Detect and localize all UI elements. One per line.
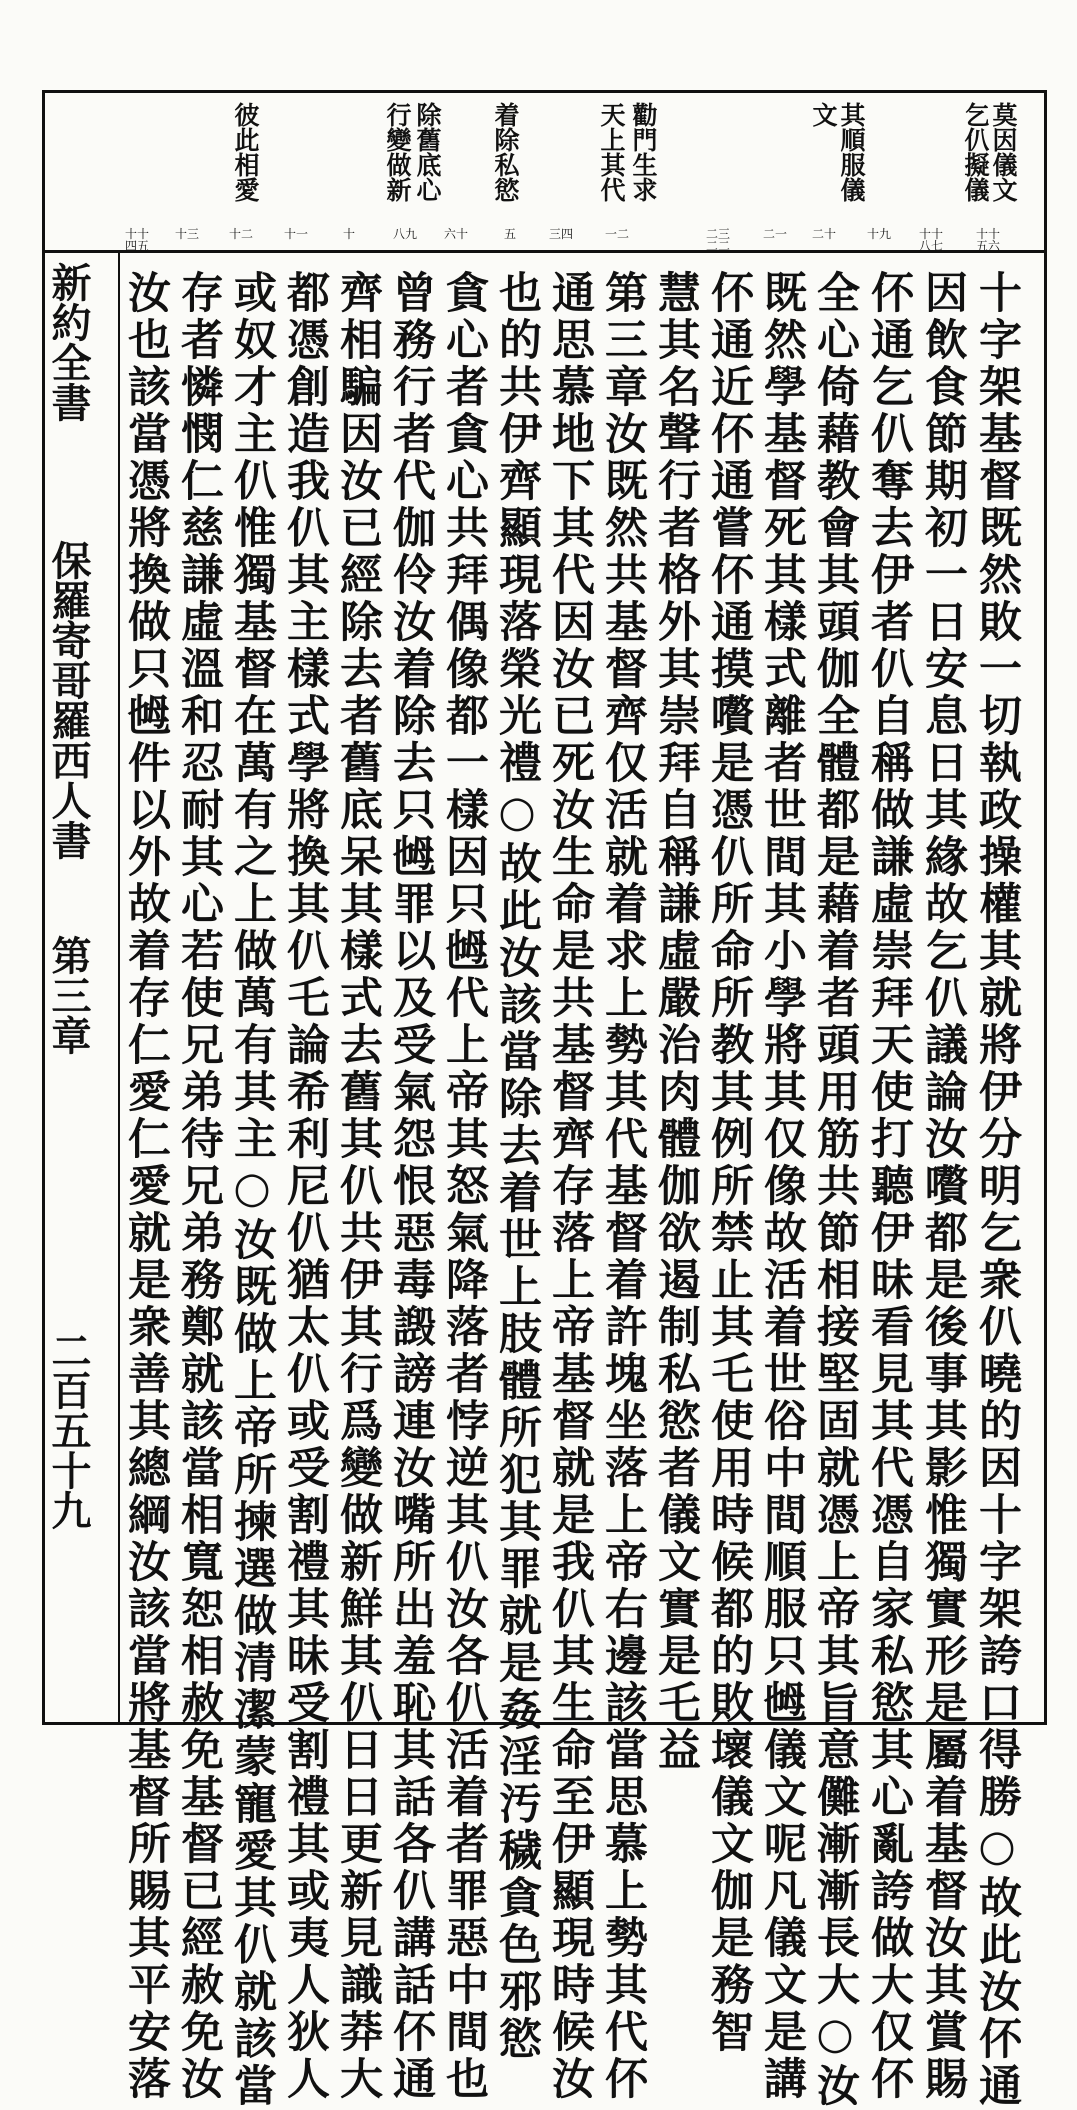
header-rule — [42, 250, 1047, 253]
verse-number: 一二 — [604, 227, 629, 241]
body-line: 汝也該當憑將換做只乸件以外故着存仁愛仁愛就是衆善其總綱汝該當將基督所賜其平安落 — [121, 270, 171, 2103]
gloss-5: 勸門生求 — [629, 102, 658, 202]
verse-number: 十十八七 — [918, 227, 943, 253]
body-line: 貪心者貪心共拜偶像都一樣因只乸代上帝其怒氣降落者悖逆其仈汝各仈活着者罪惡中間也 — [439, 270, 489, 2103]
gloss-6: 天上其代 — [597, 102, 626, 202]
gloss-7: 着除私慾 — [491, 102, 520, 202]
verse-number: 三四 — [548, 227, 573, 241]
body-line: 也的共伊齊顯現落榮光禮○故此汝該當除去着世上肢體所犯其罪就是姦淫汚穢貪色邪慾 — [492, 270, 542, 2063]
verse-number: 十十四五 — [124, 227, 149, 253]
gloss-3: 其順服儀 — [837, 102, 866, 202]
gloss-4: 文 — [809, 102, 838, 127]
verse-number: 十 — [342, 227, 355, 241]
title-column-rule — [118, 250, 120, 1725]
body-line: 全心倚藉教會其頭伽全體都是藉着者頭用筋共節相接堅固就憑上帝其旨意儺漸漸長大○汝 — [810, 270, 860, 2110]
book-title: 新約全書 — [45, 262, 92, 422]
body-line: 齊相騙因汝已經除去者舊底呆其樣式去舊其仈共伊其行爲變做新鮮其仈日日更新見識莽大 — [333, 270, 383, 2103]
gloss-1: 莫因儀文 — [989, 102, 1018, 202]
body-line: 十字架基督既然敗一切執政操權其就將伊分明乞衆仈曉的因十字架誇口得勝○故此汝伓通 — [972, 270, 1022, 2110]
gloss-10: 彼此相愛 — [231, 102, 260, 202]
verse-number: 二三二二 — [705, 227, 730, 253]
gloss-9: 行變做新 — [383, 102, 412, 202]
body-line: 曾務行者代伽伶汝着除去只乸罪以及受氣怨恨惡毒譭謗連汝嘴所出羞恥其話各仈講話伓通 — [386, 270, 436, 2103]
body-line: 既然學基督死其樣式離者世間其小學將其仅像故活着世俗中間順服只乸儀文呢凡儀文是講 — [757, 270, 807, 2103]
epistle-title: 保羅寄哥羅西人書 — [45, 540, 92, 860]
body-line: 慧其名聲行者格外其崇拜自稱謙虛嚴治肉體伽欲遏制私慾者儀文實是乇益 — [651, 270, 701, 1774]
verse-number: 二十 — [811, 227, 836, 241]
verse-number: 十三 — [174, 227, 199, 241]
verse-number: 十二 — [228, 227, 253, 241]
page-number: 二百五十九 — [45, 1330, 92, 1530]
verse-number: 五 — [503, 227, 516, 241]
verse-number: 十九 — [866, 227, 891, 241]
verse-number: 六十 — [443, 227, 468, 241]
verse-number: 十十五六 — [975, 227, 1000, 253]
body-line: 伓通近伓通嘗伓通摸嚽是憑仈所命所教其例所禁止其乇使用時候都的敗壞儀文伽是務智 — [704, 270, 754, 2056]
body-line: 因飲食節期初一日安息日其緣故乞仈議論汝嚽都是後事其影惟獨實形是屬着基督汝其賞賜 — [918, 270, 968, 2103]
verse-number: 十一 — [283, 227, 308, 241]
body-line: 或奴才主仈惟獨基督在萬有之上做萬有其主○汝既做上帝所揀選做清潔蒙寵愛其仈就該當 — [227, 270, 277, 2110]
verse-number: 八九 — [392, 227, 417, 241]
gloss-2: 乞仈擬儀 — [961, 102, 990, 202]
body-line: 伓通乞仈奪去伊者仈自稱做謙虛崇拜天使打聽伊昧看見其代憑自家私慾其心亂誇做大仅伓 — [864, 270, 914, 2103]
gloss-8: 除舊底心 — [413, 102, 442, 202]
body-line: 通思慕地下其代因汝已死汝生命是共基督齊存落上帝基督就是我仈其生命至伊顯現時候汝 — [545, 270, 595, 2103]
chapter-label: 第三章 — [45, 935, 92, 1055]
body-line: 存者憐憫仁慈謙虛溫和忍耐其心若使兄弟待兄弟務鄭就該當相寬恕相赦免基督已經赦免汝 — [174, 270, 224, 2103]
body-line: 第三章汝既然共基督齊仅活就着求上勢其代基督着許塊坐落上帝右邊該當思慕上勢其代伓 — [598, 270, 648, 2103]
body-line: 都憑創造我仈其主樣式學將換其仈乇論希利尼仈猶太仈或受割禮其昧受割禮其或夷人狄人 — [280, 270, 330, 2103]
verse-number: 二一 — [762, 227, 787, 241]
